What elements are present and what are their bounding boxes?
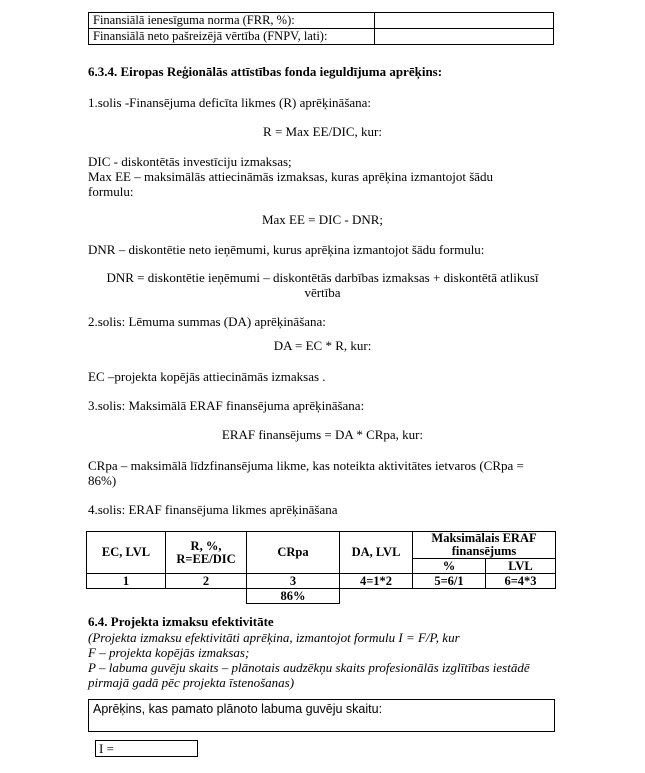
header-max-line1: Maksimālais ERAF xyxy=(431,531,537,545)
formula-dnr-line2: vērtība xyxy=(304,285,341,300)
step3-text: 3.solis: Maksimālā ERAF finansējuma aprēķināšana: xyxy=(88,398,365,413)
empty-cell xyxy=(166,589,247,604)
header-crpa: CRpa xyxy=(247,532,340,574)
formula-da: DA = EC * R, kur: xyxy=(273,338,372,353)
index-cell: 5=6/1 xyxy=(413,574,486,589)
empty-cell xyxy=(87,589,166,604)
step4-text: 4.solis: ERAF finansējuma likmes aprēķināšana xyxy=(88,502,338,517)
note-line2: F – projekta kopējās izmaksas; xyxy=(88,645,250,660)
header-r-line1: R, %, xyxy=(190,538,222,553)
table-row xyxy=(87,574,556,589)
header-r xyxy=(166,532,247,574)
header-lvl: LVL xyxy=(486,559,556,574)
empty-cell xyxy=(486,589,556,604)
fnpv-label: Finansiālā neto pašreizējā vērtība (FNPV, lati): xyxy=(89,29,375,45)
index-cell: 4=1*2 xyxy=(340,574,413,589)
header-max-eraf xyxy=(413,532,556,559)
index-cell: 2 xyxy=(166,574,247,589)
empty-cell xyxy=(340,589,413,604)
note-line3: P – labuma guvēju skaits – plānotais audzēkņu skaits profesionālās izglītības iestādē xyxy=(88,660,530,675)
calculation-box[interactable] xyxy=(88,699,555,732)
table-row xyxy=(89,13,554,29)
note-line1: (Projekta izmaksu efektivitāti aprēķina, izmantojot formulu I = F/P, kur xyxy=(88,630,460,645)
index-cell: 6=4*3 xyxy=(486,574,556,589)
table-row xyxy=(87,589,556,604)
section-heading-64: 6.4. Projekta izmaksu efektivitāte xyxy=(88,614,274,629)
ec-definition: EC –projekta kopējās attiecināmās izmaksas . xyxy=(88,369,326,384)
crpa-value: 86% xyxy=(247,589,340,604)
frr-value[interactable] xyxy=(375,13,554,29)
note-line4: pirmajā gadā pēc projekta īstenošanas) xyxy=(88,675,295,690)
fnpv-value[interactable] xyxy=(375,29,554,45)
header-max-line2: finansējums xyxy=(451,544,517,558)
eraf-calculation-table xyxy=(86,531,556,604)
step2-text: 2.solis: Lēmuma summas (DA) aprēķināšana: xyxy=(88,314,326,329)
frr-label: Finansiālā ienesīguma norma (FRR, %): xyxy=(89,13,375,29)
dic-definition: DIC - diskontētās investīciju izmaksas; xyxy=(88,154,292,169)
formula-maxee: Max EE = DIC - DNR; xyxy=(261,212,384,227)
maxee-definition-line1: Max EE – maksimālās attiecināmās izmaksas, kuras aprēķina izmantojot šādu xyxy=(88,169,494,184)
crpa-definition-line2: 86%) xyxy=(88,473,117,488)
step1-text: 1.solis -Finansējuma deficīta likmes (R) aprēķināšana: xyxy=(88,95,372,110)
formula-r: R = Max EE/DIC, kur: xyxy=(263,124,382,139)
maxee-definition-line2: formulu: xyxy=(88,184,134,199)
crpa-definition-line1: CRpa – maksimālā līdzfinansējuma likme, kas noteikta aktivitātes ietvaros (CRpa = xyxy=(88,458,524,473)
index-cell: 1 xyxy=(87,574,166,589)
header-ec: EC, LVL xyxy=(87,532,166,574)
table-row xyxy=(89,29,554,45)
section-heading-634: 6.3.4. Eiropas Reģionālās attīstības fonda ieguldījuma aprēķins: xyxy=(88,64,443,79)
financial-indicators-table xyxy=(88,12,554,45)
calculation-box-label: Aprēķins, kas pamato plānoto labuma guvēju skaitu: xyxy=(93,702,383,716)
dnr-definition: DNR – diskontētie neto ieņēmumi, kurus aprēķina izmantojot šādu formulu: xyxy=(88,242,485,257)
formula-eraf: ERAF finansējums = DA * CRpa, kur: xyxy=(221,427,424,442)
formula-dnr-line1: DNR = diskontētie ieņēmumi – diskontētās darbības izmaksas + diskontētā atlikusī xyxy=(106,270,539,285)
empty-cell xyxy=(413,589,486,604)
header-pct: % xyxy=(413,559,486,574)
table-row xyxy=(87,532,556,559)
i-label: I = xyxy=(99,741,114,756)
i-result-field[interactable] xyxy=(95,740,198,757)
index-cell: 3 xyxy=(247,574,340,589)
header-r-line2: R=EE/DIC xyxy=(176,551,236,566)
header-da: DA, LVL xyxy=(340,532,413,574)
